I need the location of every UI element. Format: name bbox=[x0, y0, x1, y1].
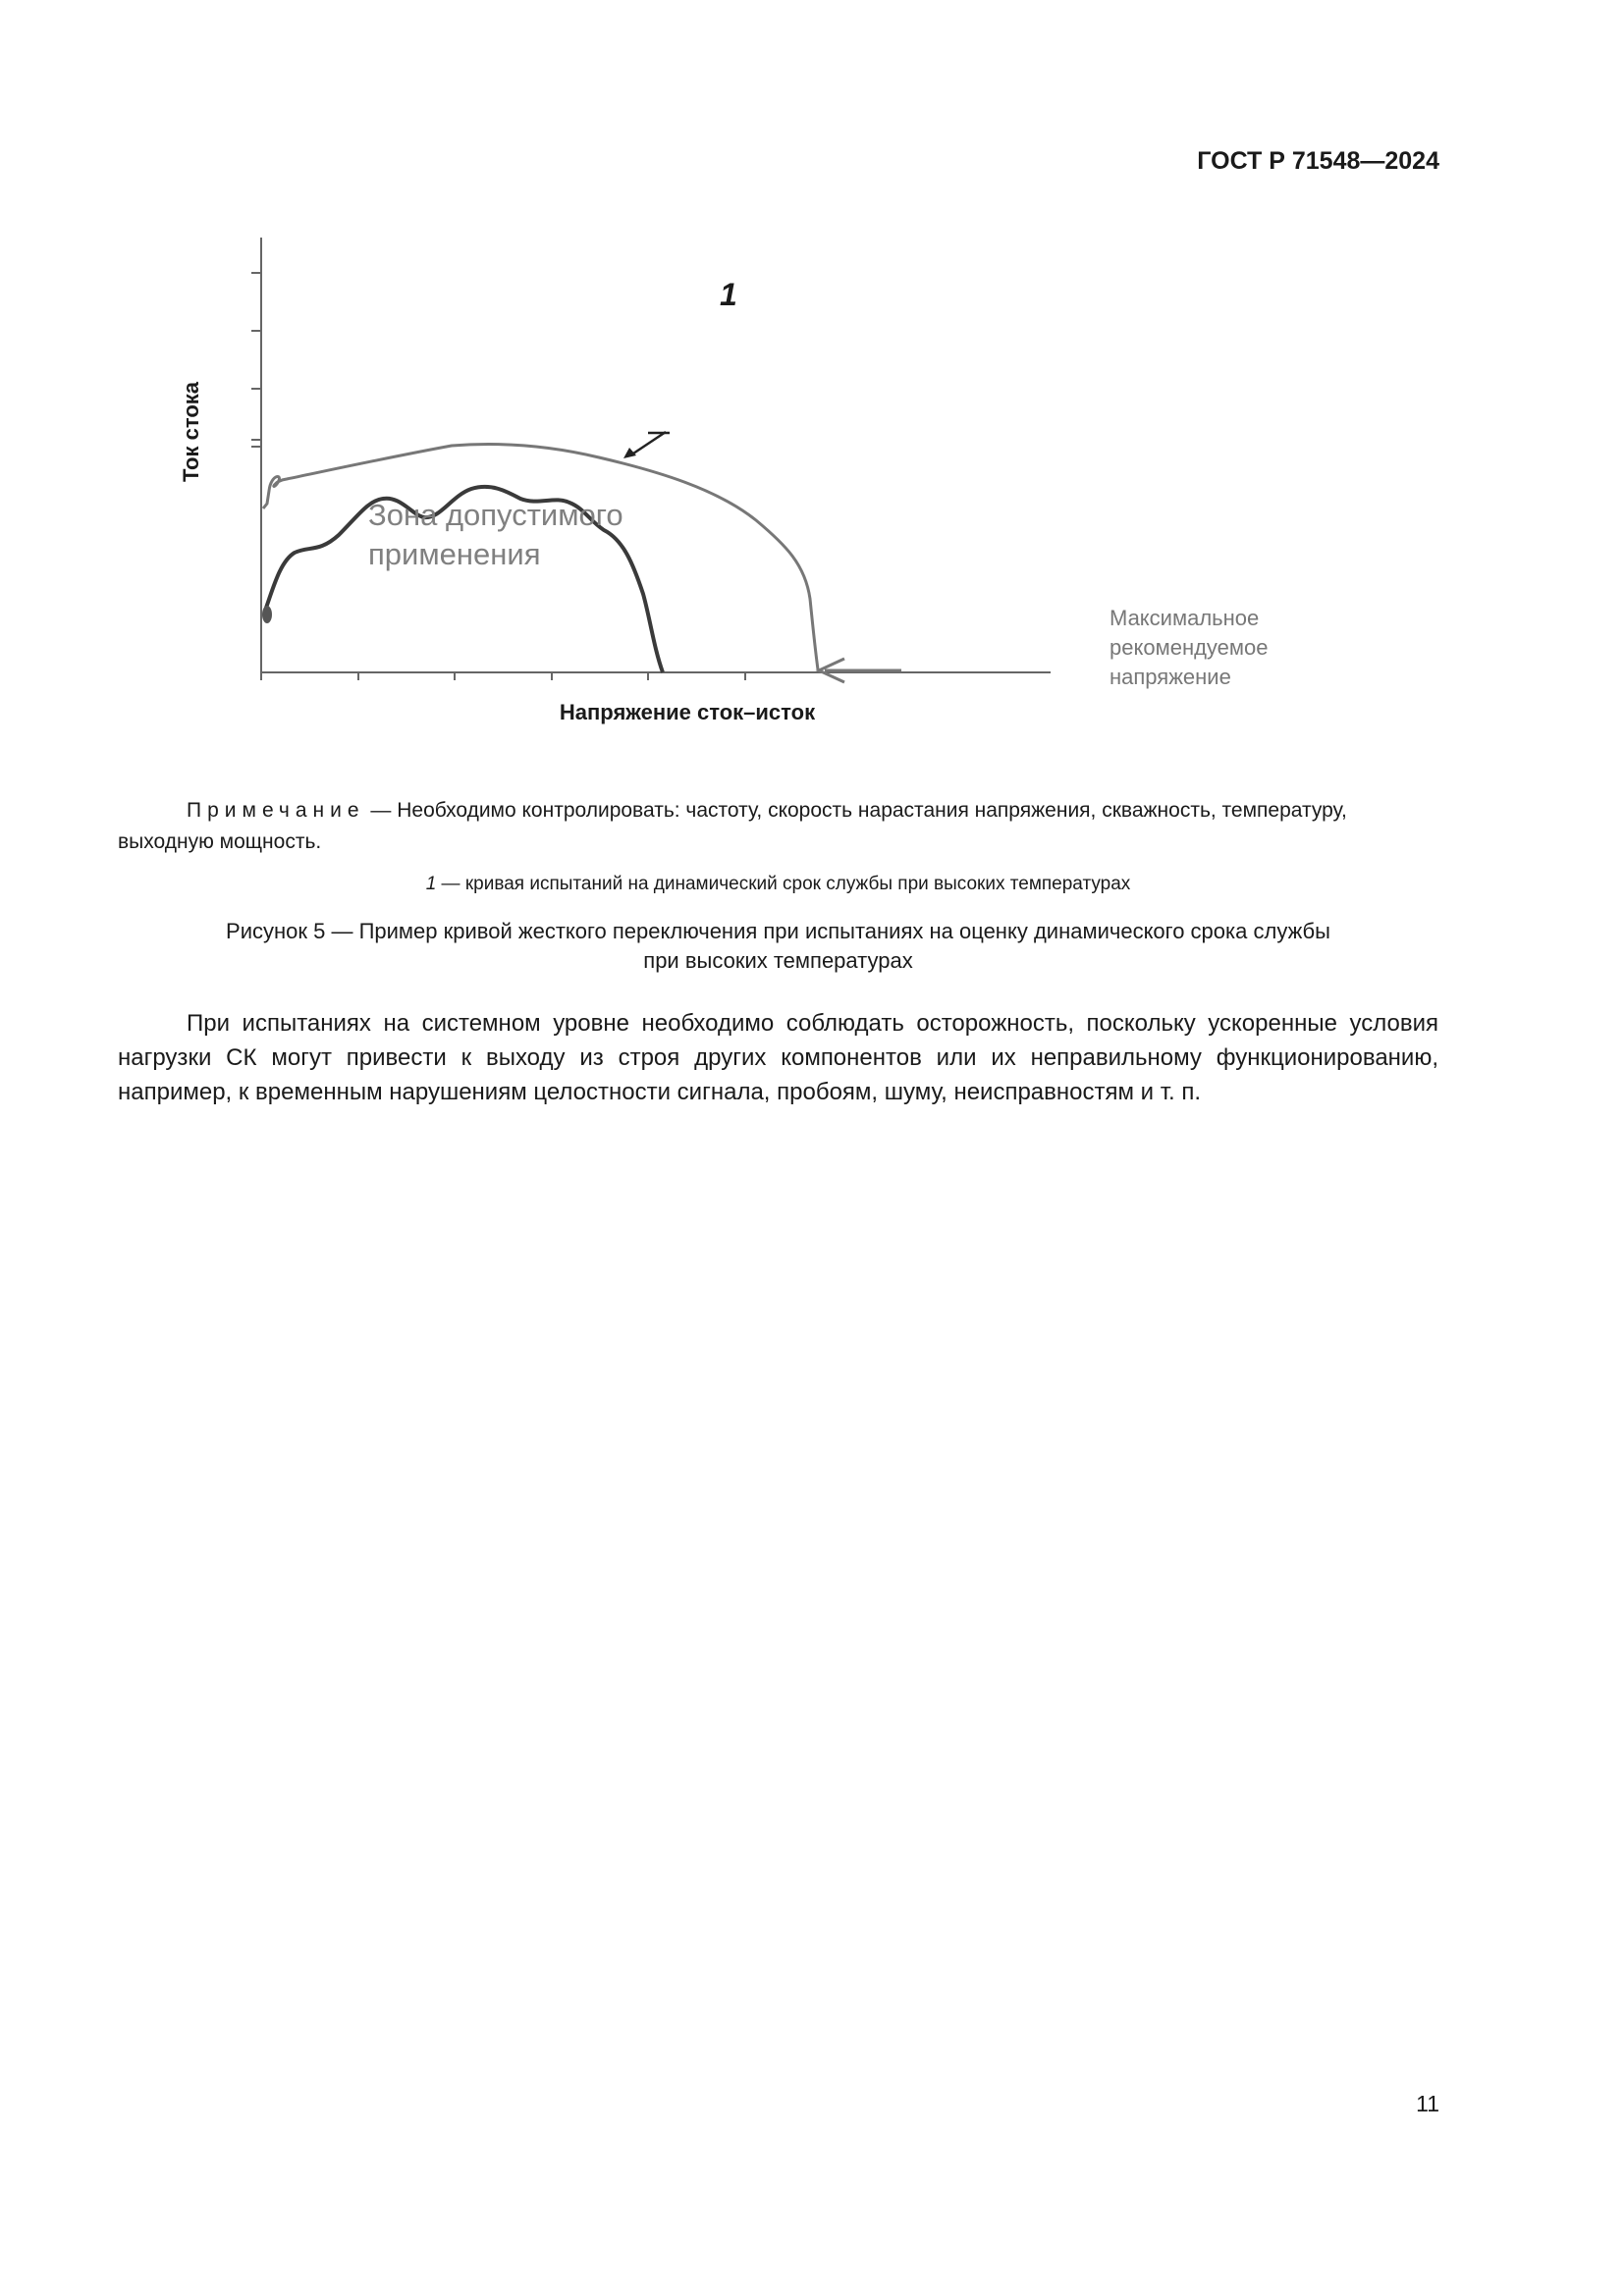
curve-1-pointer bbox=[633, 432, 666, 454]
zone-label-line: применения bbox=[368, 537, 541, 571]
figure-caption bbox=[118, 917, 1438, 976]
max-voltage-label-line: Максимальное bbox=[1110, 606, 1260, 630]
x-axis-label: Напряжение сток–исток bbox=[559, 700, 816, 724]
figure-note bbox=[118, 795, 1438, 858]
curve-number-label: 1 bbox=[720, 277, 737, 312]
legend-text: — кривая испытаний на динамический срок службы при высоких температурах bbox=[436, 874, 1131, 894]
note-keyword: Примечание bbox=[187, 799, 365, 822]
document-id: ГОСТ Р 71548—2024 bbox=[1197, 147, 1439, 175]
page-number: 11 bbox=[1416, 2091, 1439, 2116]
zone-label-line: Зона допустимого bbox=[368, 498, 623, 532]
figure-legend bbox=[118, 874, 1438, 895]
caption-line: при высоких температурах bbox=[643, 948, 913, 973]
paragraph-text: При испытаниях на системном уровне необходимо соблюдать осторожность, поскольку ускоренные условия нагрузки СК могут привести к выходу из строя других компонентов или их неправильному функционированию, например, к временным нарушениям целостности сигнала, пробоям, шуму, неисправностям и т. п. bbox=[118, 1010, 1438, 1105]
max-voltage-label-line: рекомендуемое bbox=[1110, 635, 1269, 660]
note-text: — Необходимо контролировать: частоту, скорость нарастания напряжения, скважность, температуру, выходную мощность. bbox=[118, 799, 1347, 853]
y-axis-label: Ток стока bbox=[179, 381, 203, 483]
legend-number: 1 bbox=[425, 874, 437, 894]
zone-label bbox=[368, 496, 623, 574]
body-paragraph bbox=[118, 1006, 1438, 1109]
caption-line: Рисунок 5 — Пример кривой жесткого переключения при испытаниях на оценку динамического срока службы bbox=[226, 919, 1330, 943]
zone-curve-start-marker bbox=[262, 606, 272, 623]
max-voltage-label-line: напряжение bbox=[1110, 665, 1231, 689]
max-voltage-label bbox=[1110, 604, 1269, 692]
